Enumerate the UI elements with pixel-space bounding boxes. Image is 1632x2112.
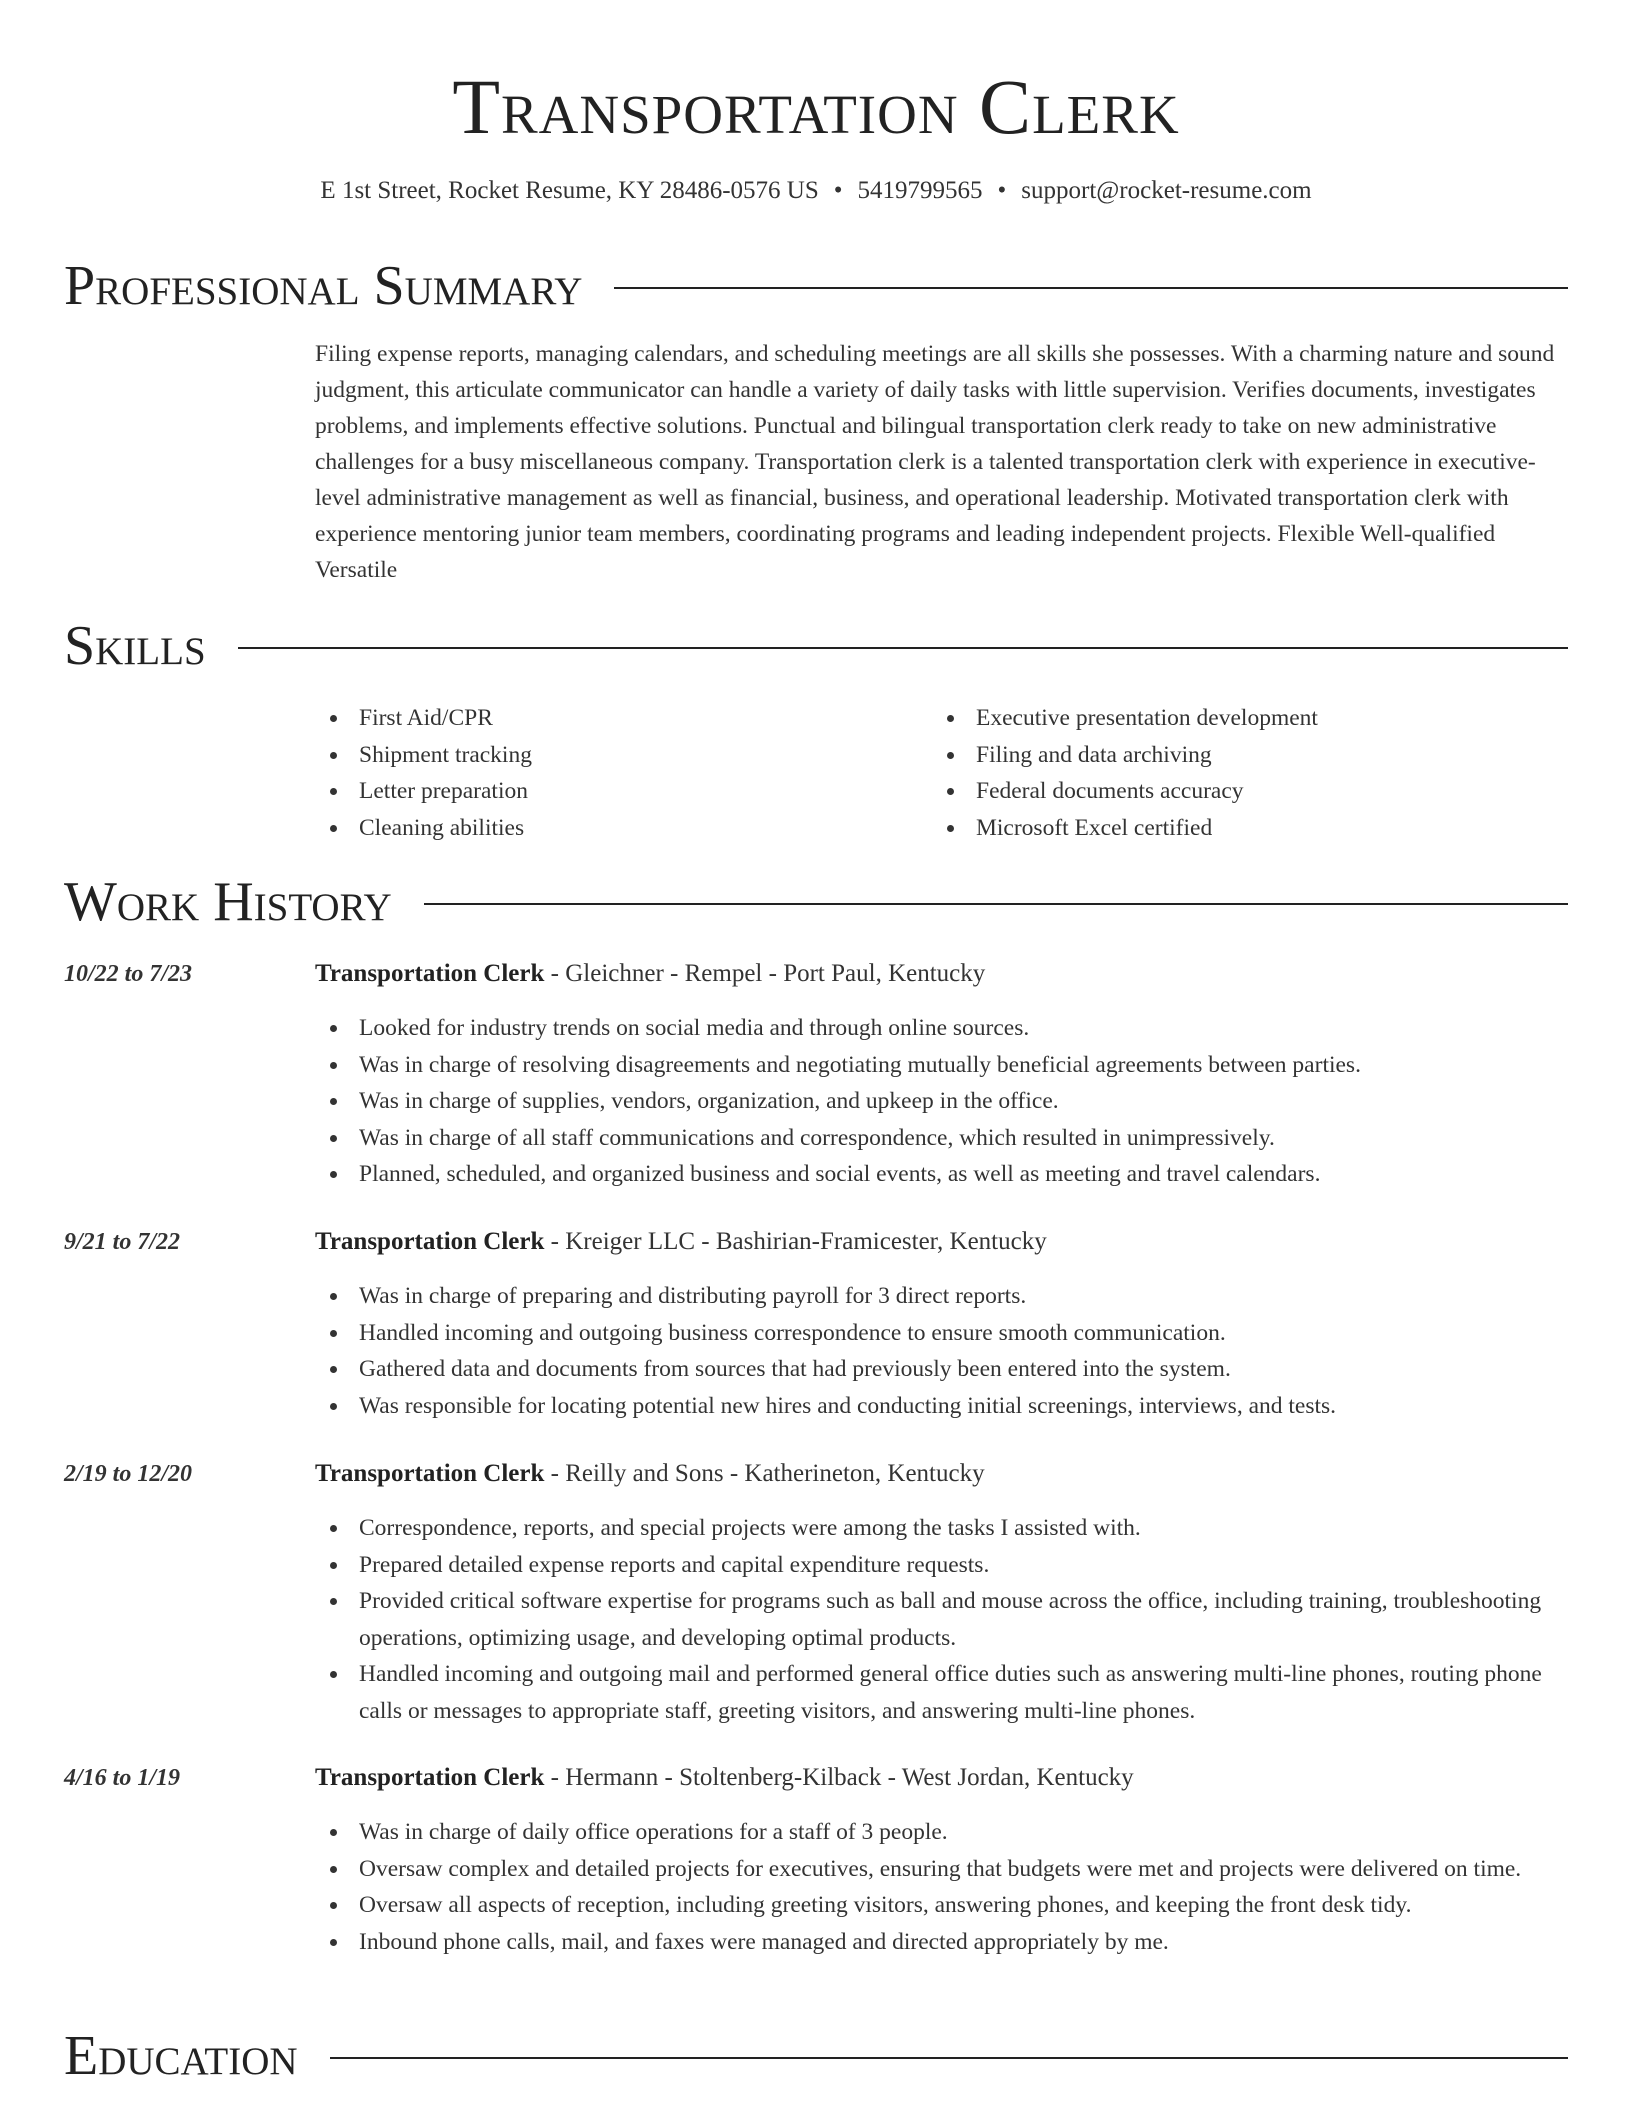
- work-section-header: [64, 870, 1568, 934]
- skills-list-right: [932, 700, 1532, 846]
- job-dates: 10/22 to 7/23: [64, 961, 193, 987]
- job-dates: 2/19 to 12/20: [64, 1461, 193, 1487]
- job-bullet: Oversaw all aspects of reception, including greeting visitors, answering phones, and keeping the front desk tidy.: [315, 1887, 1575, 1924]
- section-divider: [330, 2057, 1568, 2059]
- job-bullet: Was in charge of resolving disagreements and negotiating mutually beneficial agreements between parties.: [315, 1047, 1575, 1084]
- job-bullet: Was in charge of preparing and distributing payroll for 3 direct reports.: [315, 1278, 1575, 1315]
- job-role: Transportation Clerk: [315, 1460, 545, 1487]
- job-bullet: Prepared detailed expense reports and capital expenditure requests.: [315, 1547, 1575, 1584]
- section-divider: [424, 903, 1568, 905]
- skill-item: Letter preparation: [315, 773, 915, 810]
- job-bullets: [315, 1278, 1575, 1424]
- job-bullet: Provided critical software expertise for programs such as ball and mouse across the office, including training, troubleshooting operations, optimizing usage, and developing optimal products.: [315, 1583, 1575, 1656]
- job-bullet: Looked for industry trends on social media and through online sources.: [315, 1010, 1575, 1047]
- skill-item: Executive presentation development: [932, 700, 1532, 737]
- job-bullet: Was in charge of all staff communications and correspondence, which resulted in unimpressively.: [315, 1120, 1575, 1157]
- job-dates: 4/16 to 1/19: [64, 1765, 181, 1791]
- job-bullet: Inbound phone calls, mail, and faxes were managed and directed appropriately by me.: [315, 1924, 1575, 1961]
- summary-section-title: Professional Summary: [64, 255, 583, 317]
- job-bullet: Was in charge of daily office operations for a staff of 3 people.: [315, 1814, 1575, 1851]
- job-employer: - Kreiger LLC - Bashirian-Framicester, Kentucky: [544, 1228, 1047, 1255]
- candidate-name: Transportation Clerk: [452, 63, 1180, 150]
- skill-item: Filing and data archiving: [932, 737, 1532, 774]
- contact-line: [0, 176, 1632, 206]
- skill-item: Federal documents accuracy: [932, 773, 1532, 810]
- job-role: Transportation Clerk: [315, 1764, 545, 1791]
- job-bullets: [315, 1510, 1575, 1729]
- section-divider: [238, 647, 1568, 649]
- job-bullet: Was in charge of supplies, vendors, organization, and upkeep in the office.: [315, 1083, 1575, 1120]
- job-employer: - Reilly and Sons - Katherineton, Kentucky: [544, 1460, 985, 1487]
- summary-text: Filing expense reports, managing calendars, and scheduling meetings are all skills she possesses. With a charming nature and sound judgment, this articulate communicator can handle a variety of daily tasks with little supervision. Verifies documents, investigates problems, and implements effective solutions. Punctual and bilingual transportation clerk ready to take on new administrative challenges for a busy miscellaneous company. Transportation clerk is a talented transportation clerk with experience in executive-level administrative management as well as financial, business, and operational leadership. Motivated transportation clerk with experience mentoring junior team members, coordinating programs and leading independent projects. Flexible Well-qualified Versatile: [315, 341, 1555, 583]
- job-bullet: Handled incoming and outgoing business correspondence to ensure smooth communication.: [315, 1315, 1575, 1352]
- job-bullet: Was responsible for locating potential new hires and conducting initial screenings, interviews, and tests.: [315, 1388, 1575, 1425]
- job-heading: [315, 1762, 1134, 1794]
- section-divider: [614, 287, 1568, 289]
- job-bullet: Gathered data and documents from sources that had previously been entered into the system.: [315, 1351, 1575, 1388]
- contact-separator: •: [833, 177, 843, 204]
- job-bullet: Correspondence, reports, and special projects were among the tasks I assisted with.: [315, 1510, 1575, 1547]
- job-bullet: Handled incoming and outgoing mail and performed general office duties such as answering multi-line phones, routing phone calls or messages to appropriate staff, greeting visitors, and answering multi-line phones.: [315, 1656, 1575, 1729]
- job-dates: 9/21 to 7/22: [64, 1229, 181, 1255]
- contact-email: support@rocket-resume.com: [1021, 177, 1312, 204]
- contact-phone: 5419799565: [857, 177, 983, 204]
- job-heading: [315, 1458, 985, 1490]
- job-role: Transportation Clerk: [315, 960, 545, 987]
- education-section-header: [64, 2024, 1568, 2088]
- job-bullets: [315, 1010, 1575, 1193]
- job-employer: - Hermann - Stoltenberg-Kilback - West Jordan, Kentucky: [544, 1764, 1134, 1791]
- job-role: Transportation Clerk: [315, 1228, 545, 1255]
- skill-item: Microsoft Excel certified: [932, 810, 1532, 847]
- skills-left-column: [315, 700, 915, 846]
- contact-address: E 1st Street, Rocket Resume, KY 28486-0576 US: [320, 177, 819, 204]
- job-bullets: [315, 1814, 1575, 1960]
- skill-item: First Aid/CPR: [315, 700, 915, 737]
- skills-right-column: [932, 700, 1532, 846]
- skill-item: Shipment tracking: [315, 737, 915, 774]
- skill-item: Cleaning abilities: [315, 810, 915, 847]
- summary-section-header: [64, 254, 1568, 318]
- education-section-title: Education: [64, 2025, 298, 2087]
- job-employer: - Gleichner - Rempel - Port Paul, Kentucky: [544, 960, 986, 987]
- job-heading: [315, 1226, 1047, 1258]
- job-heading: [315, 958, 985, 990]
- work-section-title: Work History: [64, 871, 392, 933]
- skills-section-title: Skills: [64, 615, 206, 677]
- job-bullet: Oversaw complex and detailed projects for executives, ensuring that budgets were met and projects were delivered on time.: [315, 1851, 1575, 1888]
- skills-list-left: [315, 700, 915, 846]
- job-bullet: Planned, scheduled, and organized business and social events, as well as meeting and travel calendars.: [315, 1156, 1575, 1193]
- contact-separator: •: [997, 177, 1007, 204]
- skills-section-header: [64, 614, 1568, 678]
